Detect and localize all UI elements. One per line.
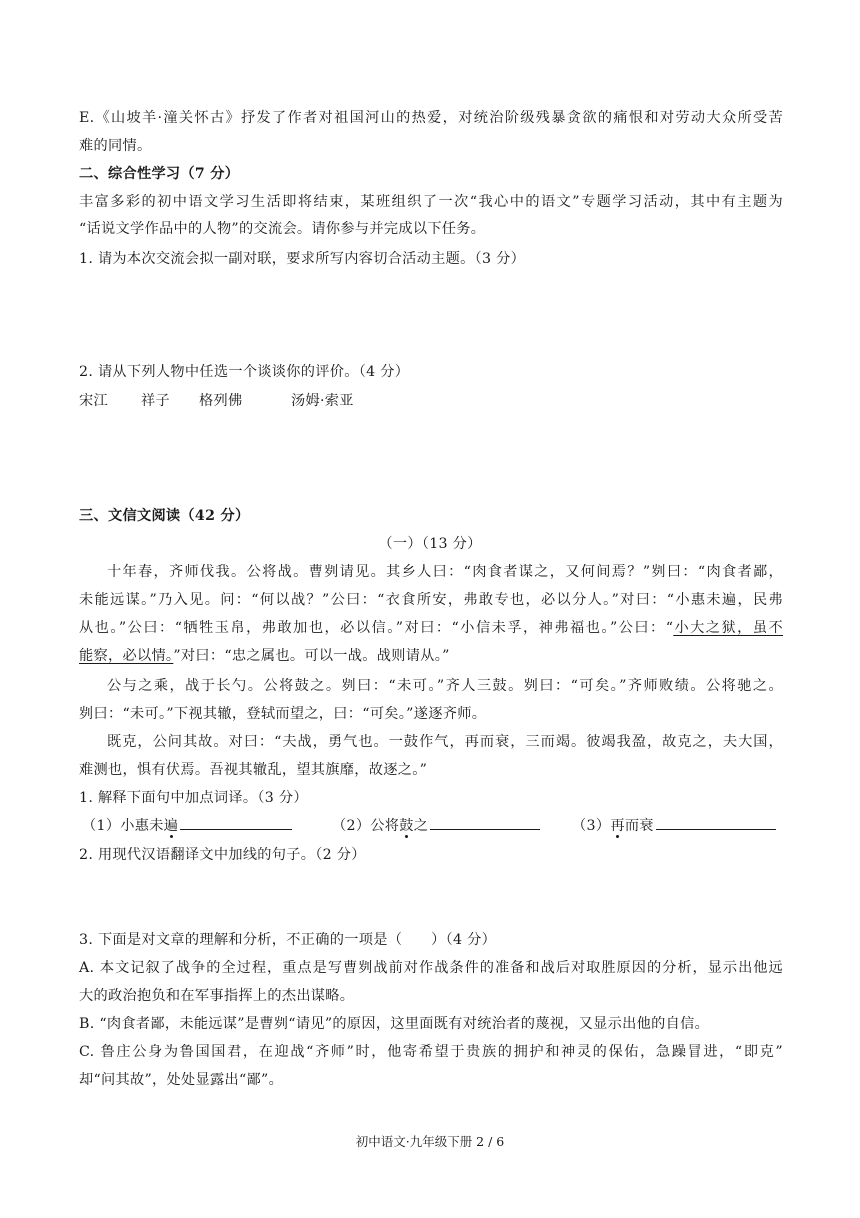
option-c-line-1: C. 鲁庄公身为鲁国国君，在迎战“齐师”时，他寄希望于贵族的拥护和神灵的保佑，急躁冒进，“即克” bbox=[79, 1044, 783, 1060]
passage-p2-line-1: 公与之乘，战于长勺。公将鼓之。刿曰：“未可。”齐人三鼓。刿曰：“可矣。”齐师败绩。公将驰之。 bbox=[107, 678, 783, 694]
section-3-heading: 三、文信文阅读（42 分） bbox=[79, 508, 250, 524]
underlined-sentence: 能察，必以情。 bbox=[79, 648, 174, 664]
question-3-2: 2. 用现代汉语翻译文中加线的句子。（2 分） bbox=[79, 847, 366, 863]
option-a-line-2: 大的政治抱负和在军事指挥上的杰出谋略。 bbox=[79, 988, 355, 1004]
question-2-2: 2. 请从下列人物中任选一个谈谈你的评价。（4 分） bbox=[79, 364, 410, 380]
section-2-intro-line-1: 丰富多彩的初中语文学习生活即将结束，某班组织了一次“我心中的语文”专题学习活动，其中有主题为 bbox=[79, 194, 783, 210]
fill-blank-item: （1）小惠未遍 bbox=[82, 815, 292, 836]
question-3-1: 1. 解释下面句中加点词译。（3 分） bbox=[79, 790, 308, 806]
passage-p1-line-2: 未能远谋。”乃入见。问：“何以战？”公曰：“衣食所安，弗敢专也，必以分人。”对曰：“小惠未遍，民弗 bbox=[79, 592, 783, 608]
passage-p3-line-1: 既克，公问其故。对曰：“夫战，勇气也。一鼓作气，再而衰，三而竭。彼竭我盈，故克之，夫大国， bbox=[107, 734, 783, 750]
answer-blank[interactable] bbox=[180, 815, 292, 830]
dotted-char: 遍 bbox=[163, 818, 179, 834]
dotted-char: 鼓 bbox=[399, 818, 414, 834]
option-e-line-2: 难的同情。 bbox=[79, 138, 152, 154]
passage-p1-line-1: 十年春，齐师伐我。公将战。曹刿请见。其乡人曰：“肉食者谋之，又何间焉？”刿曰：“肉食者鄙， bbox=[107, 564, 783, 580]
dotted-char: 再 bbox=[610, 818, 625, 834]
underlined-sentence: 小大之狱，虽不 bbox=[673, 620, 783, 636]
option-c-line-2: 却“问其故”，处处显露出“鄙”。 bbox=[79, 1072, 284, 1088]
section-2-heading: 二、综合性学习（7 分） bbox=[79, 166, 240, 182]
fill-blank-item: （3）再而衰 bbox=[572, 815, 776, 836]
passage-text: 从也。”公曰：“牺牲玉帛，弗敢加也，必以信。”对曰：“小信未孚，神弗福也。”公曰：“ bbox=[79, 620, 674, 636]
option-b: B. “肉食者鄙，未能远谋”是曹刿“请见”的原因，这里面既有对统治者的蔑视，又显示出他的自信。 bbox=[79, 1016, 710, 1032]
passage-p3-line-2: 难测也，惧有伏焉。吾视其辙乱，望其旗靡，故逐之。” bbox=[79, 762, 428, 778]
answer-blank[interactable] bbox=[430, 815, 540, 830]
character-name: 祥子 bbox=[141, 393, 170, 409]
section-3-subheading: （一）（13 分） bbox=[378, 536, 482, 552]
option-a-line-1: A. 本文记叙了战争的全过程，重点是写曹刿战前对作战条件的准备和战后对取胜原因的分析，显示出他远 bbox=[79, 960, 783, 976]
passage-p1-line-4 bbox=[79, 646, 783, 666]
passage-p1-line-3 bbox=[79, 618, 783, 638]
question-2-1: 1. 请为本次交流会拟一副对联，要求所写内容切合活动主题。（3 分） bbox=[79, 251, 526, 267]
passage-text: ”对曰：“忠之属也。可以一战。战则请从。” bbox=[173, 648, 450, 664]
character-name: 格列佛 bbox=[199, 393, 243, 409]
section-2-intro-line-2: “话说文学作品中的人物”的交流会。请你参与并完成以下任务。 bbox=[79, 221, 486, 237]
fill-blank-item: （2）公将鼓之 bbox=[332, 815, 540, 836]
character-name: 宋江 bbox=[79, 393, 108, 409]
character-name: 汤姆·索亚 bbox=[291, 393, 354, 409]
option-e-line-1: E.《山坡羊·潼关怀古》抒发了作者对祖国河山的热爱，对统治阶级残暴贪欲的痛恨和对劳动大众所受苦 bbox=[79, 110, 783, 126]
answer-blank[interactable] bbox=[656, 815, 776, 830]
question-3-3: 3. 下面是对文章的理解和分析，不正确的一项是（ ）（4 分） bbox=[79, 932, 497, 948]
page-footer: 初中语文·九年级下册 2 / 6 bbox=[355, 1134, 505, 1149]
passage-p2-line-2: 刿曰：“未可。”下视其辙，登轼而望之，曰：“可矣。”遂逐齐师。 bbox=[79, 706, 487, 722]
